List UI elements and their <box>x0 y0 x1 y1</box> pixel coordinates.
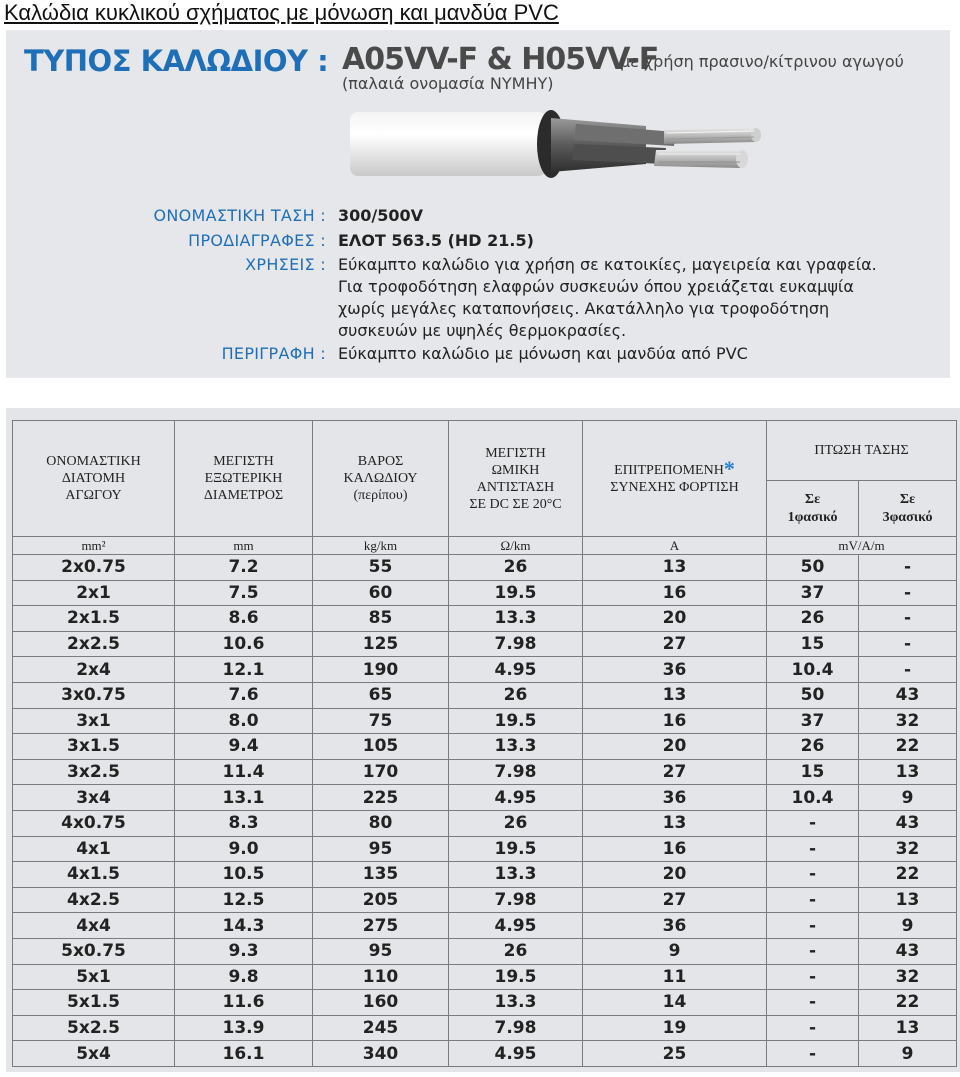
cell-drop-3phase: - <box>859 631 957 657</box>
cable-info-panel <box>6 30 950 378</box>
header-line: Σε <box>899 491 916 507</box>
cell-current: 16 <box>583 708 767 734</box>
cell-resistance: 26 <box>449 682 583 708</box>
cell-current: 36 <box>583 913 767 939</box>
cell-resistance: 7.98 <box>449 887 583 913</box>
cell-section: 2x4 <box>13 657 175 683</box>
cell-resistance: 13.3 <box>449 862 583 888</box>
table-row <box>13 682 957 708</box>
header-weight <box>313 421 449 537</box>
header-line: ΕΞΩΤΕΡΙΚΗ <box>204 471 283 486</box>
cell-current: 19 <box>583 1015 767 1041</box>
cell-drop-3phase: 9 <box>859 785 957 811</box>
header-line: ΩΜΙΚΗ <box>491 462 540 478</box>
cell-section: 4x2.5 <box>13 887 175 913</box>
table-body <box>13 555 957 1067</box>
voltage-value: 300/500V <box>338 206 424 225</box>
header-line: ΔΙΑΜΕΤΡΟΣ <box>203 488 284 503</box>
cell-section: 4x0.75 <box>13 810 175 836</box>
cell-current: 27 <box>583 631 767 657</box>
cell-drop-1phase: 37 <box>767 580 859 606</box>
cell-resistance: 19.5 <box>449 708 583 734</box>
cell-drop-1phase: - <box>767 964 859 990</box>
table-row <box>13 990 957 1016</box>
cell-drop-3phase: - <box>859 657 957 683</box>
cell-drop-1phase: 37 <box>767 708 859 734</box>
table-row <box>13 580 957 606</box>
header-line: ΑΓΩΓΟΥ <box>65 488 122 503</box>
cell-drop-1phase: - <box>767 1041 859 1067</box>
cell-drop-3phase: 32 <box>859 964 957 990</box>
cell-diameter: 8.0 <box>175 708 313 734</box>
uses-line: Εύκαμπτο καλώδιο για χρήση σε κατοικίες, μαγειρεία και γραφεία. <box>338 255 877 274</box>
cell-section: 5x1.5 <box>13 990 175 1016</box>
unit-diameter: mm <box>175 537 313 555</box>
header-line: ΔΙΑΤΟΜΗ <box>61 471 126 486</box>
cell-current: 11 <box>583 964 767 990</box>
header-line: ΜΕΓΙΣΤΗ <box>213 454 274 469</box>
table-row <box>13 631 957 657</box>
cell-section: 3x2.5 <box>13 759 175 785</box>
cell-current: 27 <box>583 887 767 913</box>
uses-line: χωρίς μεγάλες καταπονήσεις. Ακατάλληλο για τροφοδότηση <box>338 299 830 318</box>
cell-section: 3x1 <box>13 708 175 734</box>
cell-resistance: 26 <box>449 810 583 836</box>
table-row <box>13 657 957 683</box>
unit-weight: kg/km <box>313 537 449 555</box>
cell-resistance: 19.5 <box>449 836 583 862</box>
voltage-label: ΟΝΟΜΑΣΤΙΚΗ ΤΑΣΗ : <box>153 206 326 225</box>
cell-diameter: 7.2 <box>175 555 313 581</box>
cell-section: 3x4 <box>13 785 175 811</box>
asterisk-icon: * <box>723 455 735 481</box>
cell-resistance: 26 <box>449 938 583 964</box>
cell-weight: 110 <box>313 964 449 990</box>
table-row <box>13 555 957 581</box>
table-row <box>13 836 957 862</box>
cell-drop-3phase: 9 <box>859 913 957 939</box>
uses-label: ΧΡΗΣΕΙΣ : <box>245 255 326 274</box>
cell-weight: 65 <box>313 682 449 708</box>
cell-weight: 125 <box>313 631 449 657</box>
cable-spec-table-panel <box>6 408 960 1072</box>
cell-current: 27 <box>583 759 767 785</box>
cell-drop-3phase: 43 <box>859 682 957 708</box>
cell-drop-3phase: - <box>859 580 957 606</box>
table-row <box>13 785 957 811</box>
uses-line: Για τροφοδότηση ελαφρών συσκευών όπου χρειάζεται ευκαμψία <box>338 277 854 296</box>
cell-weight: 340 <box>313 1041 449 1067</box>
cell-weight: 85 <box>313 606 449 632</box>
cell-drop-1phase: - <box>767 810 859 836</box>
cell-section: 4x1.5 <box>13 862 175 888</box>
header-line: ΒΑΡΟΣ <box>357 454 404 469</box>
cell-drop-3phase: 22 <box>859 734 957 760</box>
unit-current: A <box>583 537 767 555</box>
cell-drop-3phase: 43 <box>859 810 957 836</box>
cell-weight: 80 <box>313 810 449 836</box>
cell-current: 16 <box>583 836 767 862</box>
old-name-note: (παλαιά ονομασία ΝΥΜΗΥ) <box>342 74 554 93</box>
cell-diameter: 8.6 <box>175 606 313 632</box>
header-resistance <box>449 421 583 537</box>
cell-section: 2x1.5 <box>13 606 175 632</box>
table-row <box>13 1041 957 1067</box>
cell-resistance: 19.5 <box>449 580 583 606</box>
cell-current: 36 <box>583 785 767 811</box>
cable-type-value: A05VV-F & H05VV-F <box>342 42 659 77</box>
cell-weight: 160 <box>313 990 449 1016</box>
header-drop-3phase <box>859 481 957 537</box>
cell-diameter: 11.4 <box>175 759 313 785</box>
header-line: ΕΠΙΤΡΕΠΟΜΕΝΗ <box>614 462 724 478</box>
unit-section: mm² <box>13 537 175 555</box>
cell-resistance: 7.98 <box>449 1015 583 1041</box>
cell-drop-3phase: 22 <box>859 990 957 1016</box>
cell-weight: 225 <box>313 785 449 811</box>
table-row <box>13 759 957 785</box>
table-row <box>13 734 957 760</box>
table-row <box>13 862 957 888</box>
cell-current: 9 <box>583 938 767 964</box>
header-line: 1φασικό <box>787 509 838 525</box>
cell-diameter: 13.1 <box>175 785 313 811</box>
cell-resistance: 13.3 <box>449 734 583 760</box>
cell-current: 20 <box>583 606 767 632</box>
cell-diameter: 13.9 <box>175 1015 313 1041</box>
header-diameter <box>175 421 313 537</box>
header-current <box>583 421 767 537</box>
table-row <box>13 887 957 913</box>
cell-section: 5x0.75 <box>13 938 175 964</box>
standards-value: ΕΛΟΤ 563.5 (HD 21.5) <box>338 231 534 250</box>
cell-current: 13 <box>583 810 767 836</box>
cell-resistance: 19.5 <box>449 964 583 990</box>
cell-current: 14 <box>583 990 767 1016</box>
cell-section: 5x2.5 <box>13 1015 175 1041</box>
header-drop-1phase <box>767 481 859 537</box>
cell-section: 3x0.75 <box>13 682 175 708</box>
cell-current: 20 <box>583 734 767 760</box>
table-row <box>13 938 957 964</box>
cell-drop-3phase: 13 <box>859 887 957 913</box>
table-row <box>13 964 957 990</box>
cell-section: 2x2.5 <box>13 631 175 657</box>
cell-resistance: 4.95 <box>449 913 583 939</box>
unit-resistance: Ω/km <box>449 537 583 555</box>
cell-drop-3phase: 9 <box>859 1041 957 1067</box>
cell-current: 13 <box>583 682 767 708</box>
cable-type-note: με χρήση πρασινο/κίτρινου αγωγού <box>620 52 904 71</box>
cell-section: 5x4 <box>13 1041 175 1067</box>
cell-resistance: 7.98 <box>449 759 583 785</box>
cell-section: 2x1 <box>13 580 175 606</box>
table-row <box>13 1015 957 1041</box>
cell-weight: 105 <box>313 734 449 760</box>
header-voltage-drop: ΠΤΩΣΗ ΤΑΣΗΣ <box>767 421 957 481</box>
standards-label: ΠΡΟΔΙΑΓΡΑΦΕΣ : <box>188 231 326 250</box>
header-line: ΣΕ DC ΣΕ 20°C <box>469 496 562 512</box>
cell-diameter: 12.5 <box>175 887 313 913</box>
cell-drop-1phase: - <box>767 887 859 913</box>
cell-drop-3phase: 22 <box>859 862 957 888</box>
cell-diameter: 10.6 <box>175 631 313 657</box>
cell-drop-3phase: 32 <box>859 708 957 734</box>
cell-section: 4x4 <box>13 913 175 939</box>
cell-drop-3phase: - <box>859 555 957 581</box>
cell-drop-1phase: - <box>767 836 859 862</box>
cell-drop-1phase: 10.4 <box>767 785 859 811</box>
cell-diameter: 7.5 <box>175 580 313 606</box>
cell-weight: 275 <box>313 913 449 939</box>
cell-resistance: 4.95 <box>449 1041 583 1067</box>
header-line: ΚΑΛΩΔΙΟΥ <box>343 471 418 486</box>
cell-drop-1phase: - <box>767 913 859 939</box>
cable-spec-table <box>12 420 957 1067</box>
cell-weight: 95 <box>313 938 449 964</box>
cell-drop-1phase: - <box>767 1015 859 1041</box>
cell-diameter: 8.3 <box>175 810 313 836</box>
cell-diameter: 16.1 <box>175 1041 313 1067</box>
header-line: ΜΕΓΙΣΤΗ <box>485 445 546 461</box>
header-line: 3φασικό <box>882 509 933 525</box>
header-line: ΑΝΤΙΣΤΑΣΗ <box>476 479 555 495</box>
cable-illustration <box>346 106 766 210</box>
cell-current: 16 <box>583 580 767 606</box>
cell-diameter: 10.5 <box>175 862 313 888</box>
header-line: Σε <box>804 491 821 507</box>
header-line: ΣΥΝΕΧΗΣ ΦΟΡΤΙΣΗ <box>610 479 739 495</box>
cell-drop-1phase: 15 <box>767 631 859 657</box>
cell-section: 5x1 <box>13 964 175 990</box>
cell-section: 3x1.5 <box>13 734 175 760</box>
cell-section: 4x1 <box>13 836 175 862</box>
cell-weight: 60 <box>313 580 449 606</box>
cell-weight: 95 <box>313 836 449 862</box>
uses-line: συσκευών με υψηλές θερμοκρασίες. <box>338 321 627 340</box>
cell-weight: 190 <box>313 657 449 683</box>
description-label: ΠΕΡΙΓΡΑΦΗ : <box>221 344 326 363</box>
cell-current: 25 <box>583 1041 767 1067</box>
cell-weight: 55 <box>313 555 449 581</box>
cell-diameter: 14.3 <box>175 913 313 939</box>
cell-resistance: 13.3 <box>449 606 583 632</box>
cell-drop-1phase: 26 <box>767 606 859 632</box>
cell-weight: 135 <box>313 862 449 888</box>
cell-current: 36 <box>583 657 767 683</box>
cell-diameter: 12.1 <box>175 657 313 683</box>
cell-drop-1phase: - <box>767 862 859 888</box>
cell-drop-3phase: - <box>859 606 957 632</box>
cable-type-label: ΤΥΠΟΣ ΚΑΛΩΔΙΟΥ : <box>24 44 329 78</box>
page-title: Καλώδια κυκλικού σχήματος με μόνωση και μανδύα PVC <box>4 0 559 25</box>
cell-drop-1phase: 10.4 <box>767 657 859 683</box>
header-line: ΟΝΟΜΑΣΤΙΚΗ <box>46 454 141 469</box>
cell-weight: 205 <box>313 887 449 913</box>
header-section <box>13 421 175 537</box>
cell-diameter: 9.4 <box>175 734 313 760</box>
table-row <box>13 708 957 734</box>
cell-drop-3phase: 32 <box>859 836 957 862</box>
cell-weight: 75 <box>313 708 449 734</box>
cell-drop-1phase: - <box>767 938 859 964</box>
cell-diameter: 9.3 <box>175 938 313 964</box>
table-row <box>13 606 957 632</box>
cell-current: 20 <box>583 862 767 888</box>
cell-diameter: 9.8 <box>175 964 313 990</box>
cell-drop-3phase: 43 <box>859 938 957 964</box>
cell-drop-1phase: - <box>767 990 859 1016</box>
cell-diameter: 11.6 <box>175 990 313 1016</box>
cell-resistance: 4.95 <box>449 785 583 811</box>
cell-resistance: 26 <box>449 555 583 581</box>
cell-drop-1phase: 26 <box>767 734 859 760</box>
cell-section: 2x0.75 <box>13 555 175 581</box>
header-line: (περίπου) <box>353 488 408 503</box>
cell-current: 13 <box>583 555 767 581</box>
unit-voltage-drop: mV/A/m <box>767 537 957 555</box>
cell-drop-1phase: 50 <box>767 555 859 581</box>
table-row <box>13 810 957 836</box>
cell-resistance: 7.98 <box>449 631 583 657</box>
cell-drop-1phase: 50 <box>767 682 859 708</box>
cell-drop-3phase: 13 <box>859 759 957 785</box>
cell-weight: 170 <box>313 759 449 785</box>
description-value: Εύκαμπτο καλώδιο με μόνωση και μανδύα από PVC <box>338 344 748 363</box>
cell-resistance: 4.95 <box>449 657 583 683</box>
cell-weight: 245 <box>313 1015 449 1041</box>
cell-resistance: 13.3 <box>449 990 583 1016</box>
cell-drop-1phase: 15 <box>767 759 859 785</box>
cell-drop-3phase: 13 <box>859 1015 957 1041</box>
cell-diameter: 9.0 <box>175 836 313 862</box>
cell-diameter: 7.6 <box>175 682 313 708</box>
table-row <box>13 913 957 939</box>
